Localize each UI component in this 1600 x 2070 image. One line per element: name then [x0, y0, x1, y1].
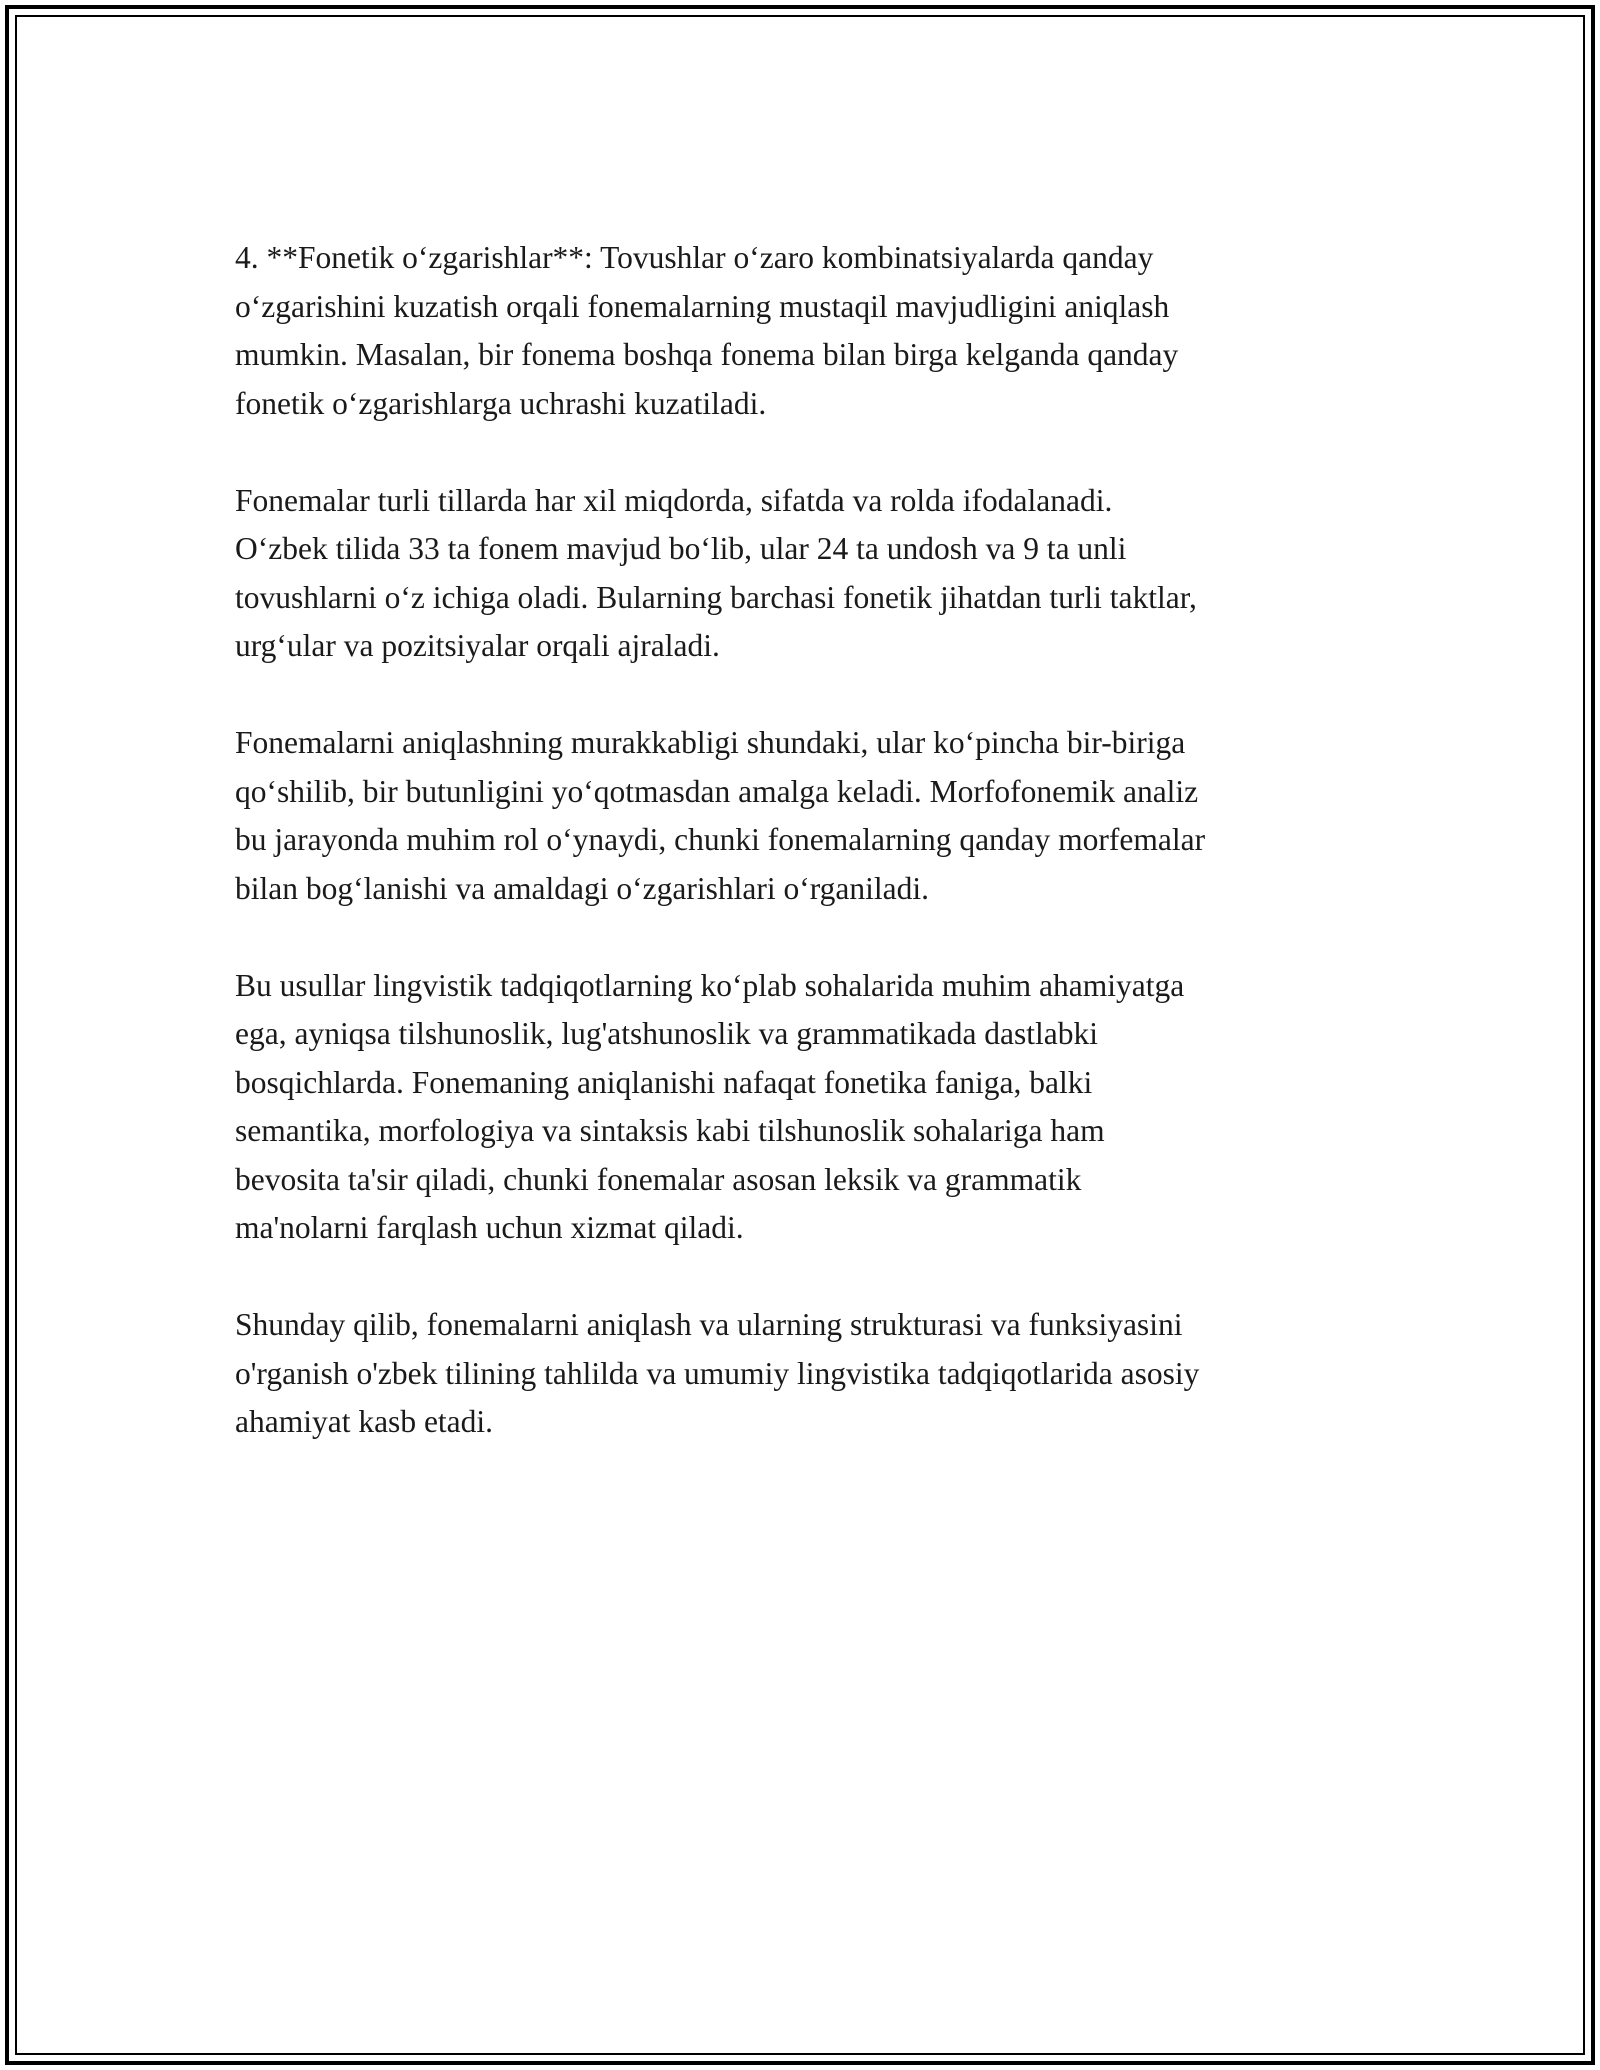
paragraph-fonetik-ozgarishlar: 4. **Fonetik oʻzgarishlar**: Tovushlar oʻzaro kombinatsiyalarda qanday oʻzgarishini kuzatish orqali fonemalarning mustaqil mavjudligini aniqlash mumkin. Masalan, bir fonema boshqa fonema bilan birga kelganda qanday fonetik oʻzgarishlarga uchrashi kuzatiladi. — [235, 240, 1179, 421]
paragraph-fonemalar-turli-tillarda: Fonemalar turli tillarda har xil miqdorda, sifatda va rolda ifodalanadi. Oʻzbek tilida 33 ta fonem mavjud boʻlib, ular 24 ta undosh va 9 ta unli tovushlarni oʻz ichiga oladi. Bularning barchasi fonetik jihatdan turli taktlar, urgʻular va pozitsiyalar orqali ajraladi. — [235, 482, 1197, 663]
paragraph-xulosa: Shunday qilib, fonemalarni aniqlash va ularning strukturasi va funksiyasini o'rganish o'zbek tilining tahlilda va umumiy lingvistika tadqiqotlarida asosiy ahamiyat kasb etadi. — [235, 1307, 1200, 1439]
paragraph-usullar-ahamiyati: Bu usullar lingvistik tadqiqotlarning koʻplab sohalarida muhim ahamiyatga ega, ayniqsa tilshunoslik, lug'atshunoslik va grammatikada dastlabki bosqichlarda. Fonemaning aniqlanishi nafaqat fonetika faniga, balki semantika, morfologiya va sintaksis kabi tilshunoslik sohalariga ham bevosita ta'sir qiladi, chunki fonemalar asosan leksik va grammatik ma'nolarni farqlash uchun xizmat qiladi. — [235, 967, 1185, 1245]
document-body — [235, 234, 1375, 1447]
paragraph-aniqlash-murakkabligi: Fonemalarni aniqlashning murakkabligi shundaki, ular koʻpincha bir-biriga qoʻshilib, bir butunligini yoʻqotmasdan amalga keladi. Morfofonemik analiz bu jarayonda muhim rol oʻynaydi, chunki fonemalarning qanday morfemalar bilan bogʻlanishi va amaldagi oʻzgarishlari oʻrganiladi. — [235, 725, 1206, 906]
